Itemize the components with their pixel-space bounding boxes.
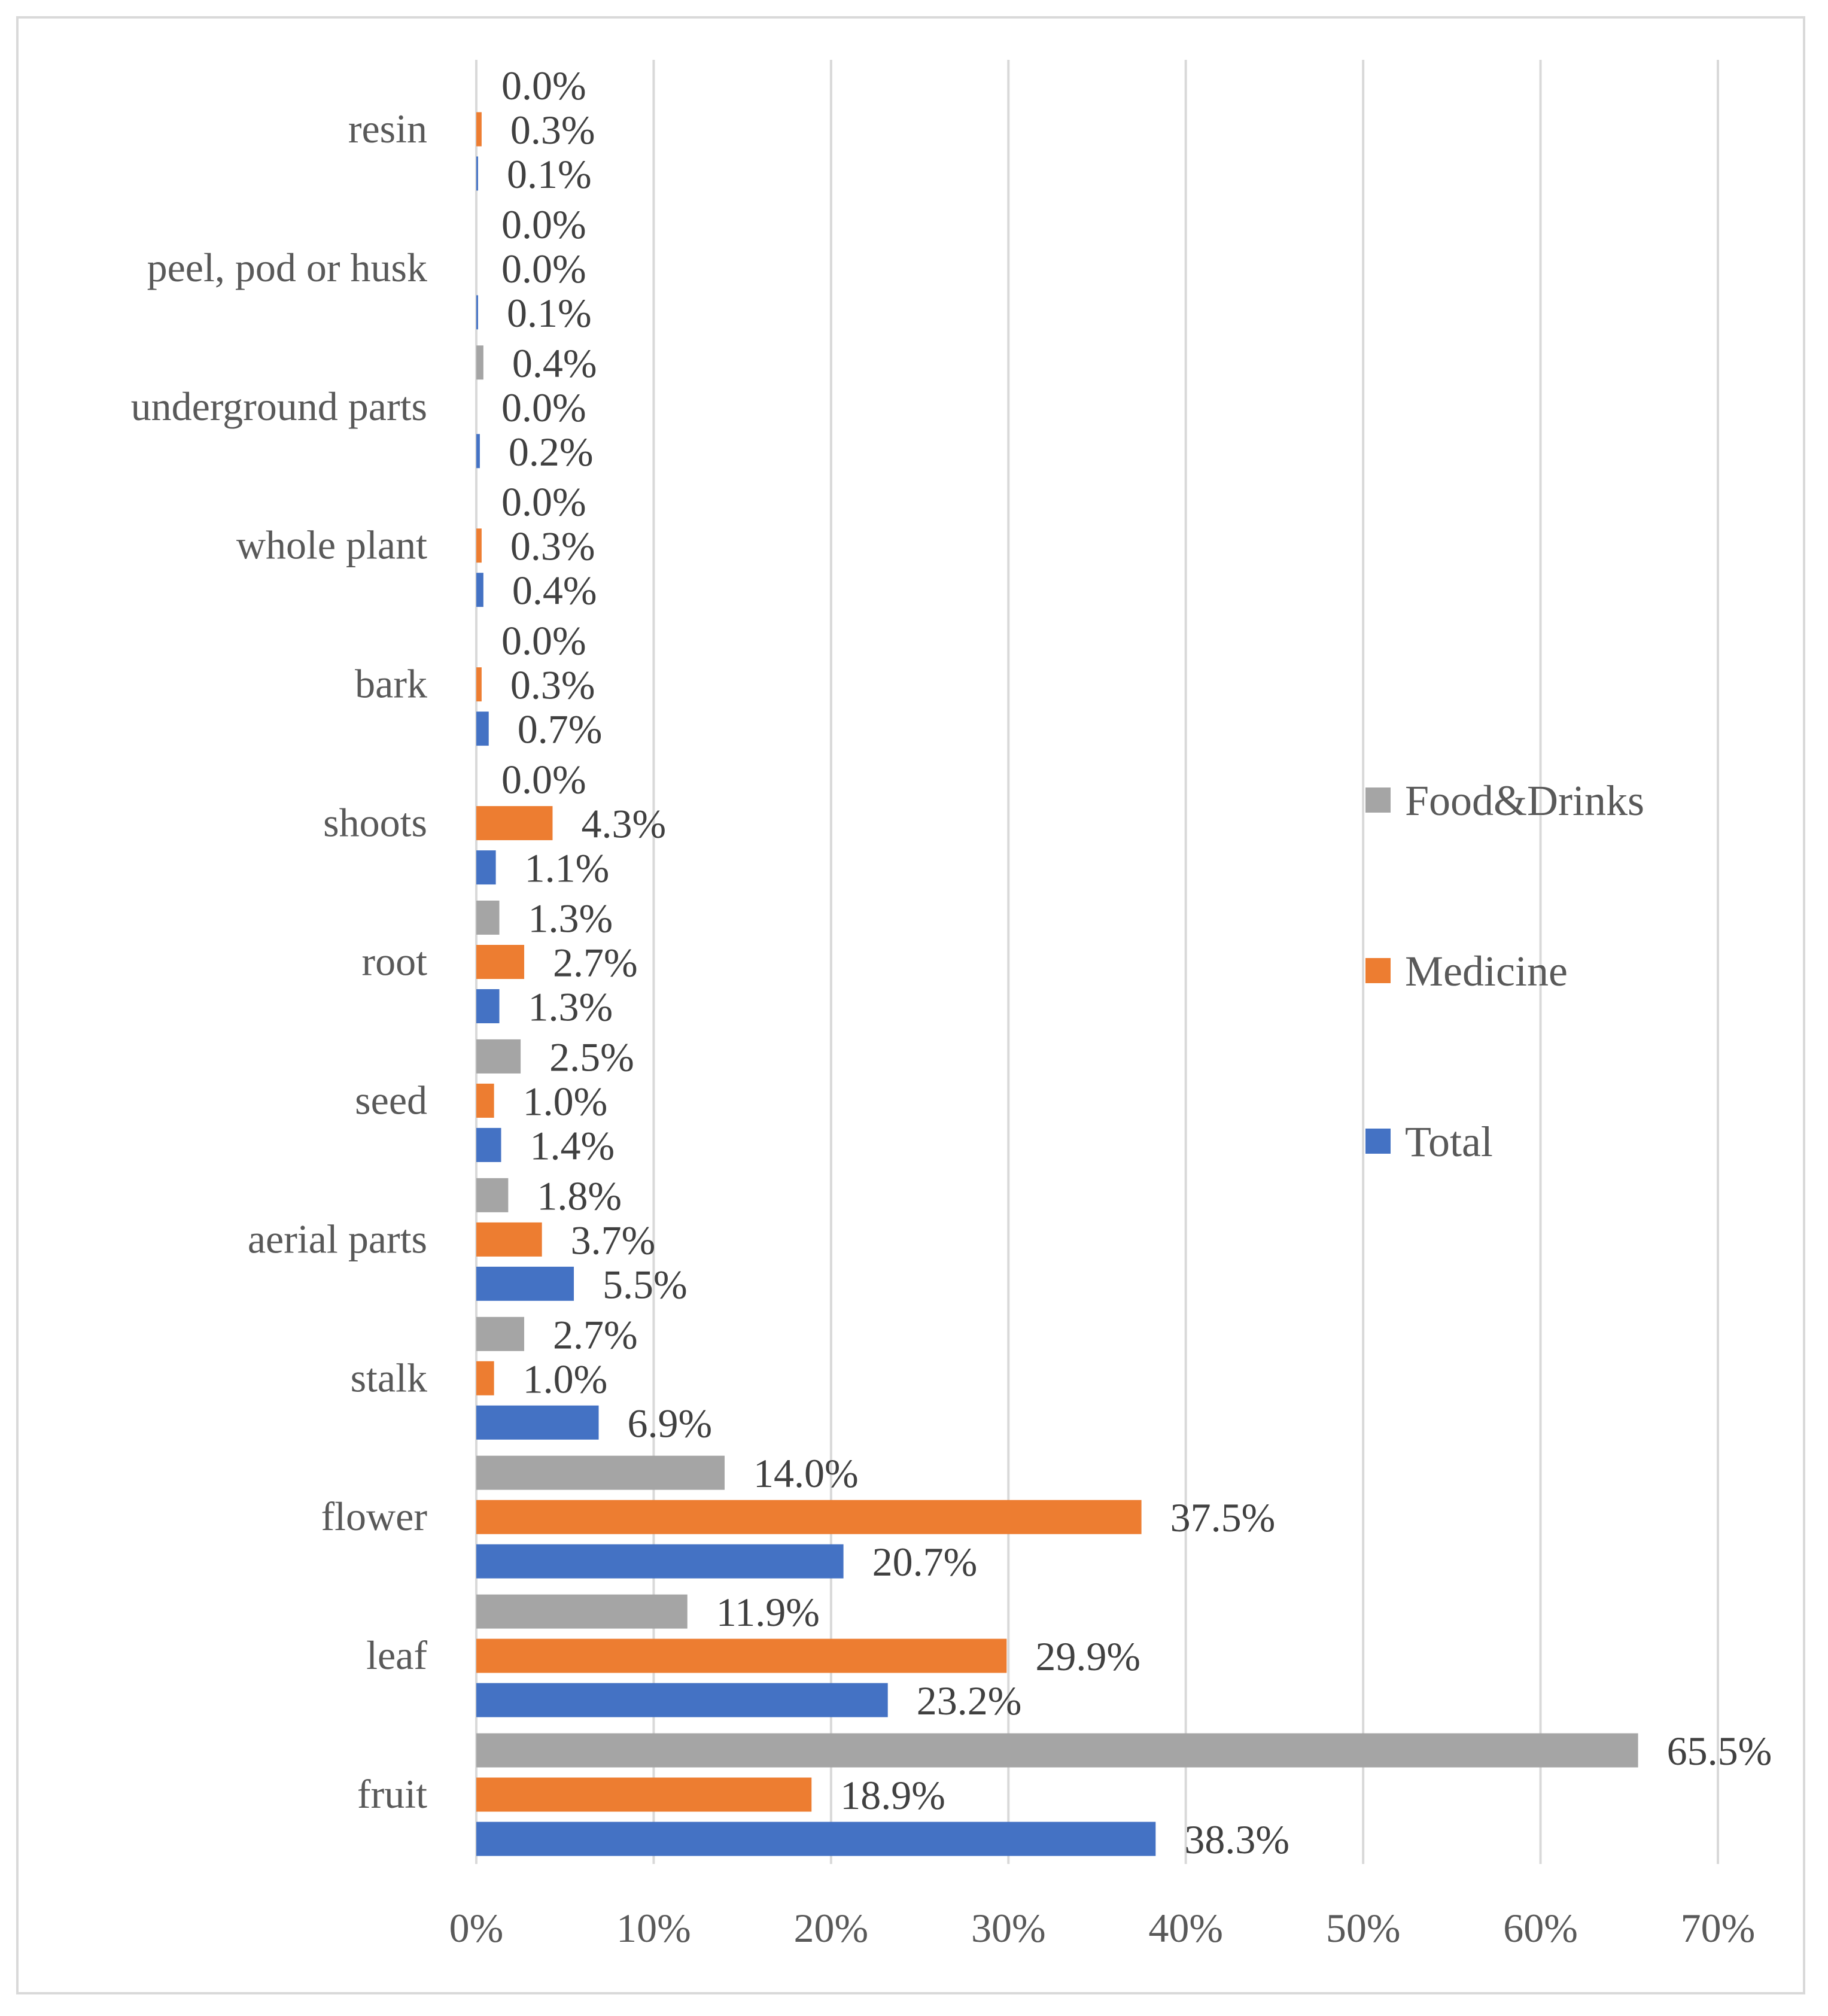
bar-food-drinks-seed: [476, 1039, 521, 1074]
bar-total-stalk: [476, 1406, 599, 1440]
bar-total-resin: [476, 156, 478, 190]
x-tick-label: 40%: [1148, 1905, 1224, 1951]
data-label-total-underground-parts: 0.2%: [508, 428, 594, 475]
data-label-food-drinks-fruit: 65.5%: [1666, 1728, 1772, 1774]
x-tick-label: 50%: [1325, 1905, 1401, 1951]
bar-total-underground-parts: [476, 434, 480, 468]
category-label-root: root: [361, 938, 427, 984]
category-label-flower: flower: [321, 1494, 427, 1540]
category-label-leaf: leaf: [366, 1632, 427, 1679]
bar-medicine-aerial-parts: [476, 1223, 542, 1257]
data-label-medicine-seed: 1.0%: [522, 1078, 608, 1124]
data-label-medicine-leaf: 29.9%: [1035, 1634, 1140, 1680]
bar-total-bark: [476, 711, 489, 746]
bar-food-drinks-root: [476, 901, 500, 935]
bar-medicine-shoots: [476, 806, 552, 840]
data-label-total-bark: 0.7%: [517, 706, 603, 752]
x-tick-label: 60%: [1503, 1905, 1578, 1951]
legend-label-total: Total: [1405, 1118, 1493, 1166]
bar-food-drinks-underground-parts: [476, 345, 483, 379]
data-label-total-stalk: 6.9%: [627, 1400, 713, 1446]
data-label-food-drinks-seed: 2.5%: [549, 1034, 634, 1080]
data-label-total-whole-plant: 0.4%: [512, 567, 597, 613]
category-label-bark: bark: [355, 661, 427, 707]
data-label-medicine-underground-parts: 0.0%: [501, 384, 586, 430]
bar-food-drinks-stalk: [476, 1317, 524, 1351]
bar-total-root: [476, 989, 500, 1023]
legend-label-food-drinks: Food&Drinks: [1405, 777, 1645, 825]
data-label-total-resin: 0.1%: [506, 151, 592, 197]
data-label-total-seed: 1.4%: [530, 1123, 615, 1169]
bar-medicine-whole-plant: [476, 528, 482, 562]
category-label-underground-parts: underground parts: [130, 383, 427, 429]
bar-medicine-stalk: [476, 1361, 494, 1395]
bar-food-drinks-aerial-parts: [476, 1178, 508, 1212]
data-label-medicine-root: 2.7%: [553, 939, 638, 986]
category-label-stalk: stalk: [350, 1355, 427, 1401]
bar-medicine-root: [476, 945, 524, 979]
data-label-medicine-stalk: 1.0%: [522, 1356, 608, 1402]
x-tick-label: 20%: [793, 1905, 869, 1951]
legend-swatch-total: [1365, 1129, 1391, 1154]
bar-total-seed: [476, 1128, 501, 1162]
category-axis-labels: [131, 106, 428, 1817]
bar-medicine-fruit: [476, 1778, 811, 1812]
data-label-total-flower: 20.7%: [872, 1539, 978, 1585]
x-tick-label: 10%: [616, 1905, 691, 1951]
bar-food-drinks-fruit: [476, 1734, 1638, 1768]
data-label-medicine-whole-plant: 0.3%: [510, 523, 595, 569]
bar-total-shoots: [476, 850, 496, 884]
data-label-total-root: 1.3%: [528, 984, 613, 1030]
x-tick-label: 30%: [971, 1905, 1046, 1951]
legend-swatch-food-drinks: [1365, 787, 1391, 813]
bar-medicine-seed: [476, 1084, 494, 1118]
bar-total-flower: [476, 1544, 844, 1579]
data-label-food-drinks-aerial-parts: 1.8%: [537, 1173, 622, 1219]
data-label-food-drinks-resin: 0.0%: [501, 62, 586, 108]
data-label-food-drinks-stalk: 2.7%: [553, 1312, 638, 1358]
bar-food-drinks-leaf: [476, 1595, 688, 1629]
legend-label-medicine: Medicine: [1405, 947, 1568, 995]
legend: [1365, 777, 1644, 1166]
bar-total-peel-pod-or-husk: [476, 295, 478, 329]
bar-medicine-flower: [476, 1500, 1142, 1534]
bar-medicine-bark: [476, 667, 482, 701]
data-label-total-fruit: 38.3%: [1184, 1817, 1289, 1863]
category-label-fruit: fruit: [357, 1771, 427, 1817]
x-tick-label: 70%: [1680, 1905, 1756, 1951]
data-label-food-drinks-shoots: 0.0%: [501, 756, 586, 802]
data-label-food-drinks-peel-pod-or-husk: 0.0%: [501, 201, 586, 247]
x-tick-label: 0%: [449, 1905, 504, 1951]
data-label-medicine-shoots: 4.3%: [581, 801, 667, 847]
data-label-medicine-flower: 37.5%: [1170, 1495, 1276, 1541]
category-label-resin: resin: [348, 105, 427, 151]
data-labels: [501, 63, 1772, 1862]
data-label-medicine-resin: 0.3%: [510, 107, 595, 153]
bar-total-whole-plant: [476, 573, 483, 607]
category-label-peel-pod-or-husk: peel, pod or husk: [147, 244, 427, 290]
category-label-shoots: shoots: [323, 799, 427, 846]
data-label-total-shoots: 1.1%: [524, 845, 610, 891]
data-label-total-leaf: 23.2%: [916, 1678, 1022, 1724]
bar-food-drinks-flower: [476, 1456, 725, 1490]
data-label-total-peel-pod-or-husk: 0.1%: [506, 290, 592, 336]
data-label-medicine-bark: 0.3%: [510, 662, 595, 708]
data-label-total-aerial-parts: 5.5%: [603, 1261, 688, 1307]
data-label-food-drinks-leaf: 11.9%: [716, 1589, 820, 1635]
data-label-medicine-peel-pod-or-husk: 0.0%: [501, 245, 586, 291]
data-label-medicine-fruit: 18.9%: [840, 1772, 945, 1819]
data-label-food-drinks-root: 1.3%: [528, 895, 613, 941]
category-label-whole-plant: whole plant: [236, 522, 427, 568]
legend-swatch-medicine: [1365, 958, 1391, 983]
bar-total-fruit: [476, 1822, 1155, 1856]
category-label-seed: seed: [355, 1077, 427, 1123]
data-label-food-drinks-flower: 14.0%: [753, 1451, 859, 1497]
data-label-food-drinks-whole-plant: 0.0%: [501, 479, 586, 525]
bar-total-aerial-parts: [476, 1267, 574, 1301]
data-label-medicine-aerial-parts: 3.7%: [570, 1217, 656, 1263]
data-label-food-drinks-underground-parts: 0.4%: [512, 340, 597, 386]
bar-medicine-resin: [476, 112, 482, 146]
value-axis-labels: [449, 1905, 1756, 1951]
bar-total-leaf: [476, 1683, 888, 1717]
category-label-aerial-parts: aerial parts: [247, 1216, 427, 1262]
bar-medicine-leaf: [476, 1639, 1006, 1673]
data-label-food-drinks-bark: 0.0%: [501, 618, 586, 664]
